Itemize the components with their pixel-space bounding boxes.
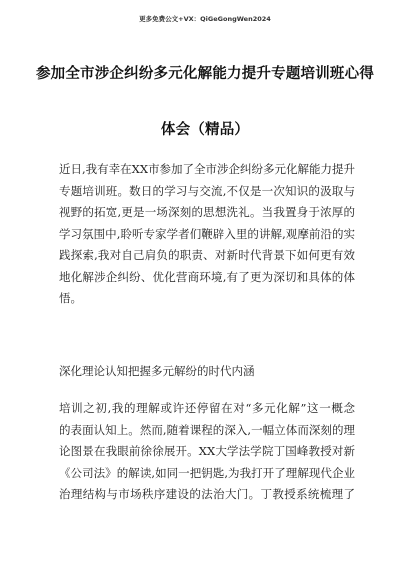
body-paragraph bbox=[59, 398, 355, 506]
paragraph-line: 《公司法》的解读,如同一把钥匙,为我打开了理解现代企业 bbox=[59, 465, 355, 480]
section-heading-text: 深化理论认知把握多元解纷的时代内涵 bbox=[59, 364, 255, 378]
document-title-line-1: 参加全市涉企纠纷多元化解能力提升专题培训班心得 bbox=[35, 65, 375, 82]
paragraph-line: 专题培训班。数日的学习与交流,不仅是一次知识的汲取与 bbox=[59, 183, 355, 198]
paragraph-line: 培训之初,我的理解或许还停留在对“多元化解”这一概念 bbox=[59, 401, 355, 415]
page-header-note: 更多免费公文+VX：QiGeGongWen2024 bbox=[139, 15, 271, 23]
paragraph-line: 地化解涉企纠纷、优化营商环境,有了更为深切和具体的体 bbox=[59, 269, 355, 284]
paragraph-line: 悟。 bbox=[59, 291, 82, 305]
paragraph-line: 论图景在我眼前徐徐展开。XX大学法学院丁国峰教授对新 bbox=[59, 444, 355, 458]
paragraph-line: 学习氛围中,聆听专家学者们鞭辟入里的讲解,观摩前沿的实 bbox=[59, 226, 355, 241]
paragraph-line: 视野的拓宽,更是一场深刻的思想洗礼。当我置身于浓厚的 bbox=[59, 205, 355, 219]
paragraph-line: 治理结构与市场秩序建设的法治大门。丁教授系统梳理了 bbox=[59, 487, 355, 501]
paragraph-line: 践探索,我对自己肩负的职责、对新时代背景下如何更有效 bbox=[59, 248, 355, 262]
paragraph-line: 近日,我有幸在XX市参加了全市涉企纠纷多元化解能力提升 bbox=[59, 162, 356, 176]
document-title-line-2: 体会（精品） bbox=[160, 121, 250, 138]
paragraph-line: 的表面认知上。然而,随着课程的深入,一幅立体而深刻的理 bbox=[59, 422, 355, 437]
intro-paragraph bbox=[59, 159, 355, 310]
section-heading bbox=[59, 361, 355, 383]
